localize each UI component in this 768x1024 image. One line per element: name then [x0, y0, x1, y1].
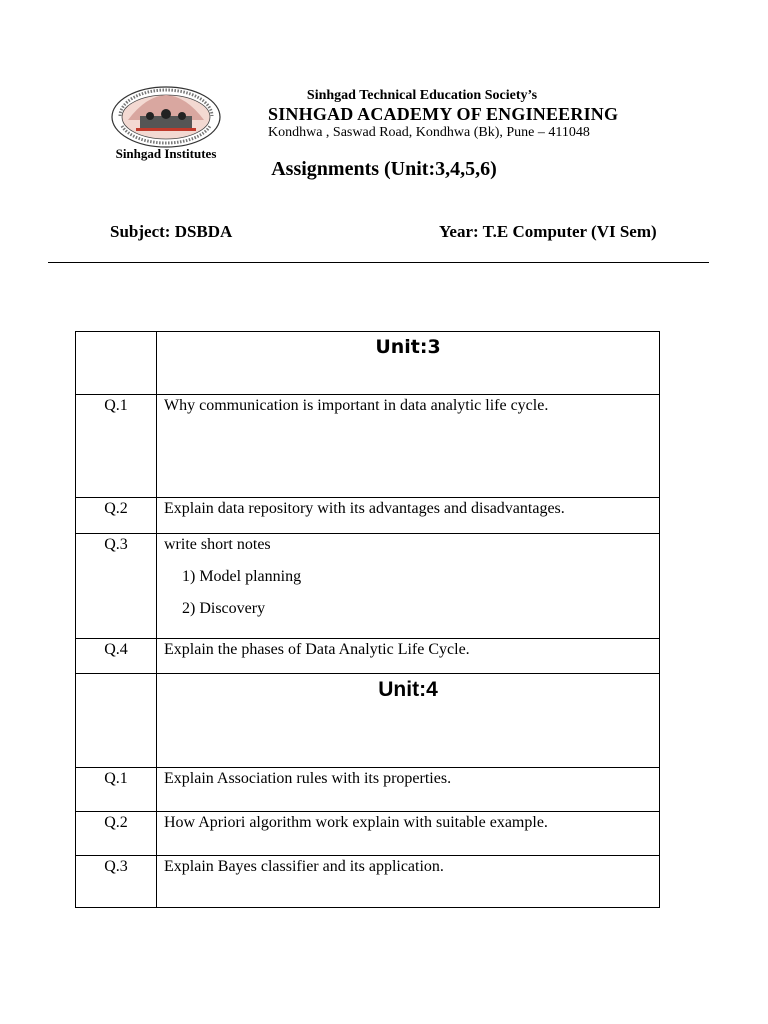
unit-heading-row — [76, 674, 660, 768]
table-row — [76, 812, 660, 856]
table-row — [76, 639, 660, 674]
question-number: Q.3 — [76, 534, 157, 639]
question-text: Why communication is important in data analytic life cycle. — [157, 395, 660, 498]
table-row — [76, 498, 660, 534]
year-label: Year: T.E Computer (VI Sem) — [439, 222, 657, 241]
table-row — [76, 856, 660, 908]
table-row — [76, 768, 660, 812]
header-divider — [48, 262, 709, 263]
question-number: Q.4 — [76, 639, 157, 674]
society-name: Sinhgad Technical Education Society’s — [306, 88, 538, 103]
question-number: Q.3 — [76, 856, 157, 908]
unit4-heading: Unit:4 — [157, 674, 660, 768]
question-text: write short notes — [164, 536, 271, 553]
logo-caption: Sinhgad Institutes — [115, 146, 217, 161]
table-row — [76, 534, 660, 639]
subject-label: Subject: DSBDA — [110, 222, 233, 241]
question-text: Explain data repository with its advantages and disadvantages. — [157, 498, 660, 534]
question-text: Explain Bayes classifier and its application. — [157, 856, 660, 908]
question-text: How Apriori algorithm work explain with suitable example. — [157, 812, 660, 856]
question-number: Q.2 — [76, 498, 157, 534]
assignment-table — [75, 331, 660, 908]
college-name: SINHGAD ACADEMY OF ENGINEERING — [268, 104, 619, 124]
list-item: 2) Discovery — [182, 600, 266, 617]
question-number: Q.1 — [76, 768, 157, 812]
question-number: Q.1 — [76, 395, 157, 498]
unit3-heading: Unit:3 — [157, 332, 660, 395]
college-address: Kondhwa , Saswad Road, Kondhwa (Bk), Pune – 411048 — [268, 125, 590, 140]
table-row — [76, 395, 660, 498]
page-title: Assignments (Unit:3,4,5,6) — [271, 158, 497, 180]
question-text: Explain the phases of Data Analytic Life Cycle. — [157, 639, 660, 674]
question-number: Q.2 — [76, 812, 157, 856]
list-item: 1) Model planning — [182, 568, 302, 585]
question-text: Explain Association rules with its properties. — [157, 768, 660, 812]
unit-heading-row — [76, 332, 660, 395]
